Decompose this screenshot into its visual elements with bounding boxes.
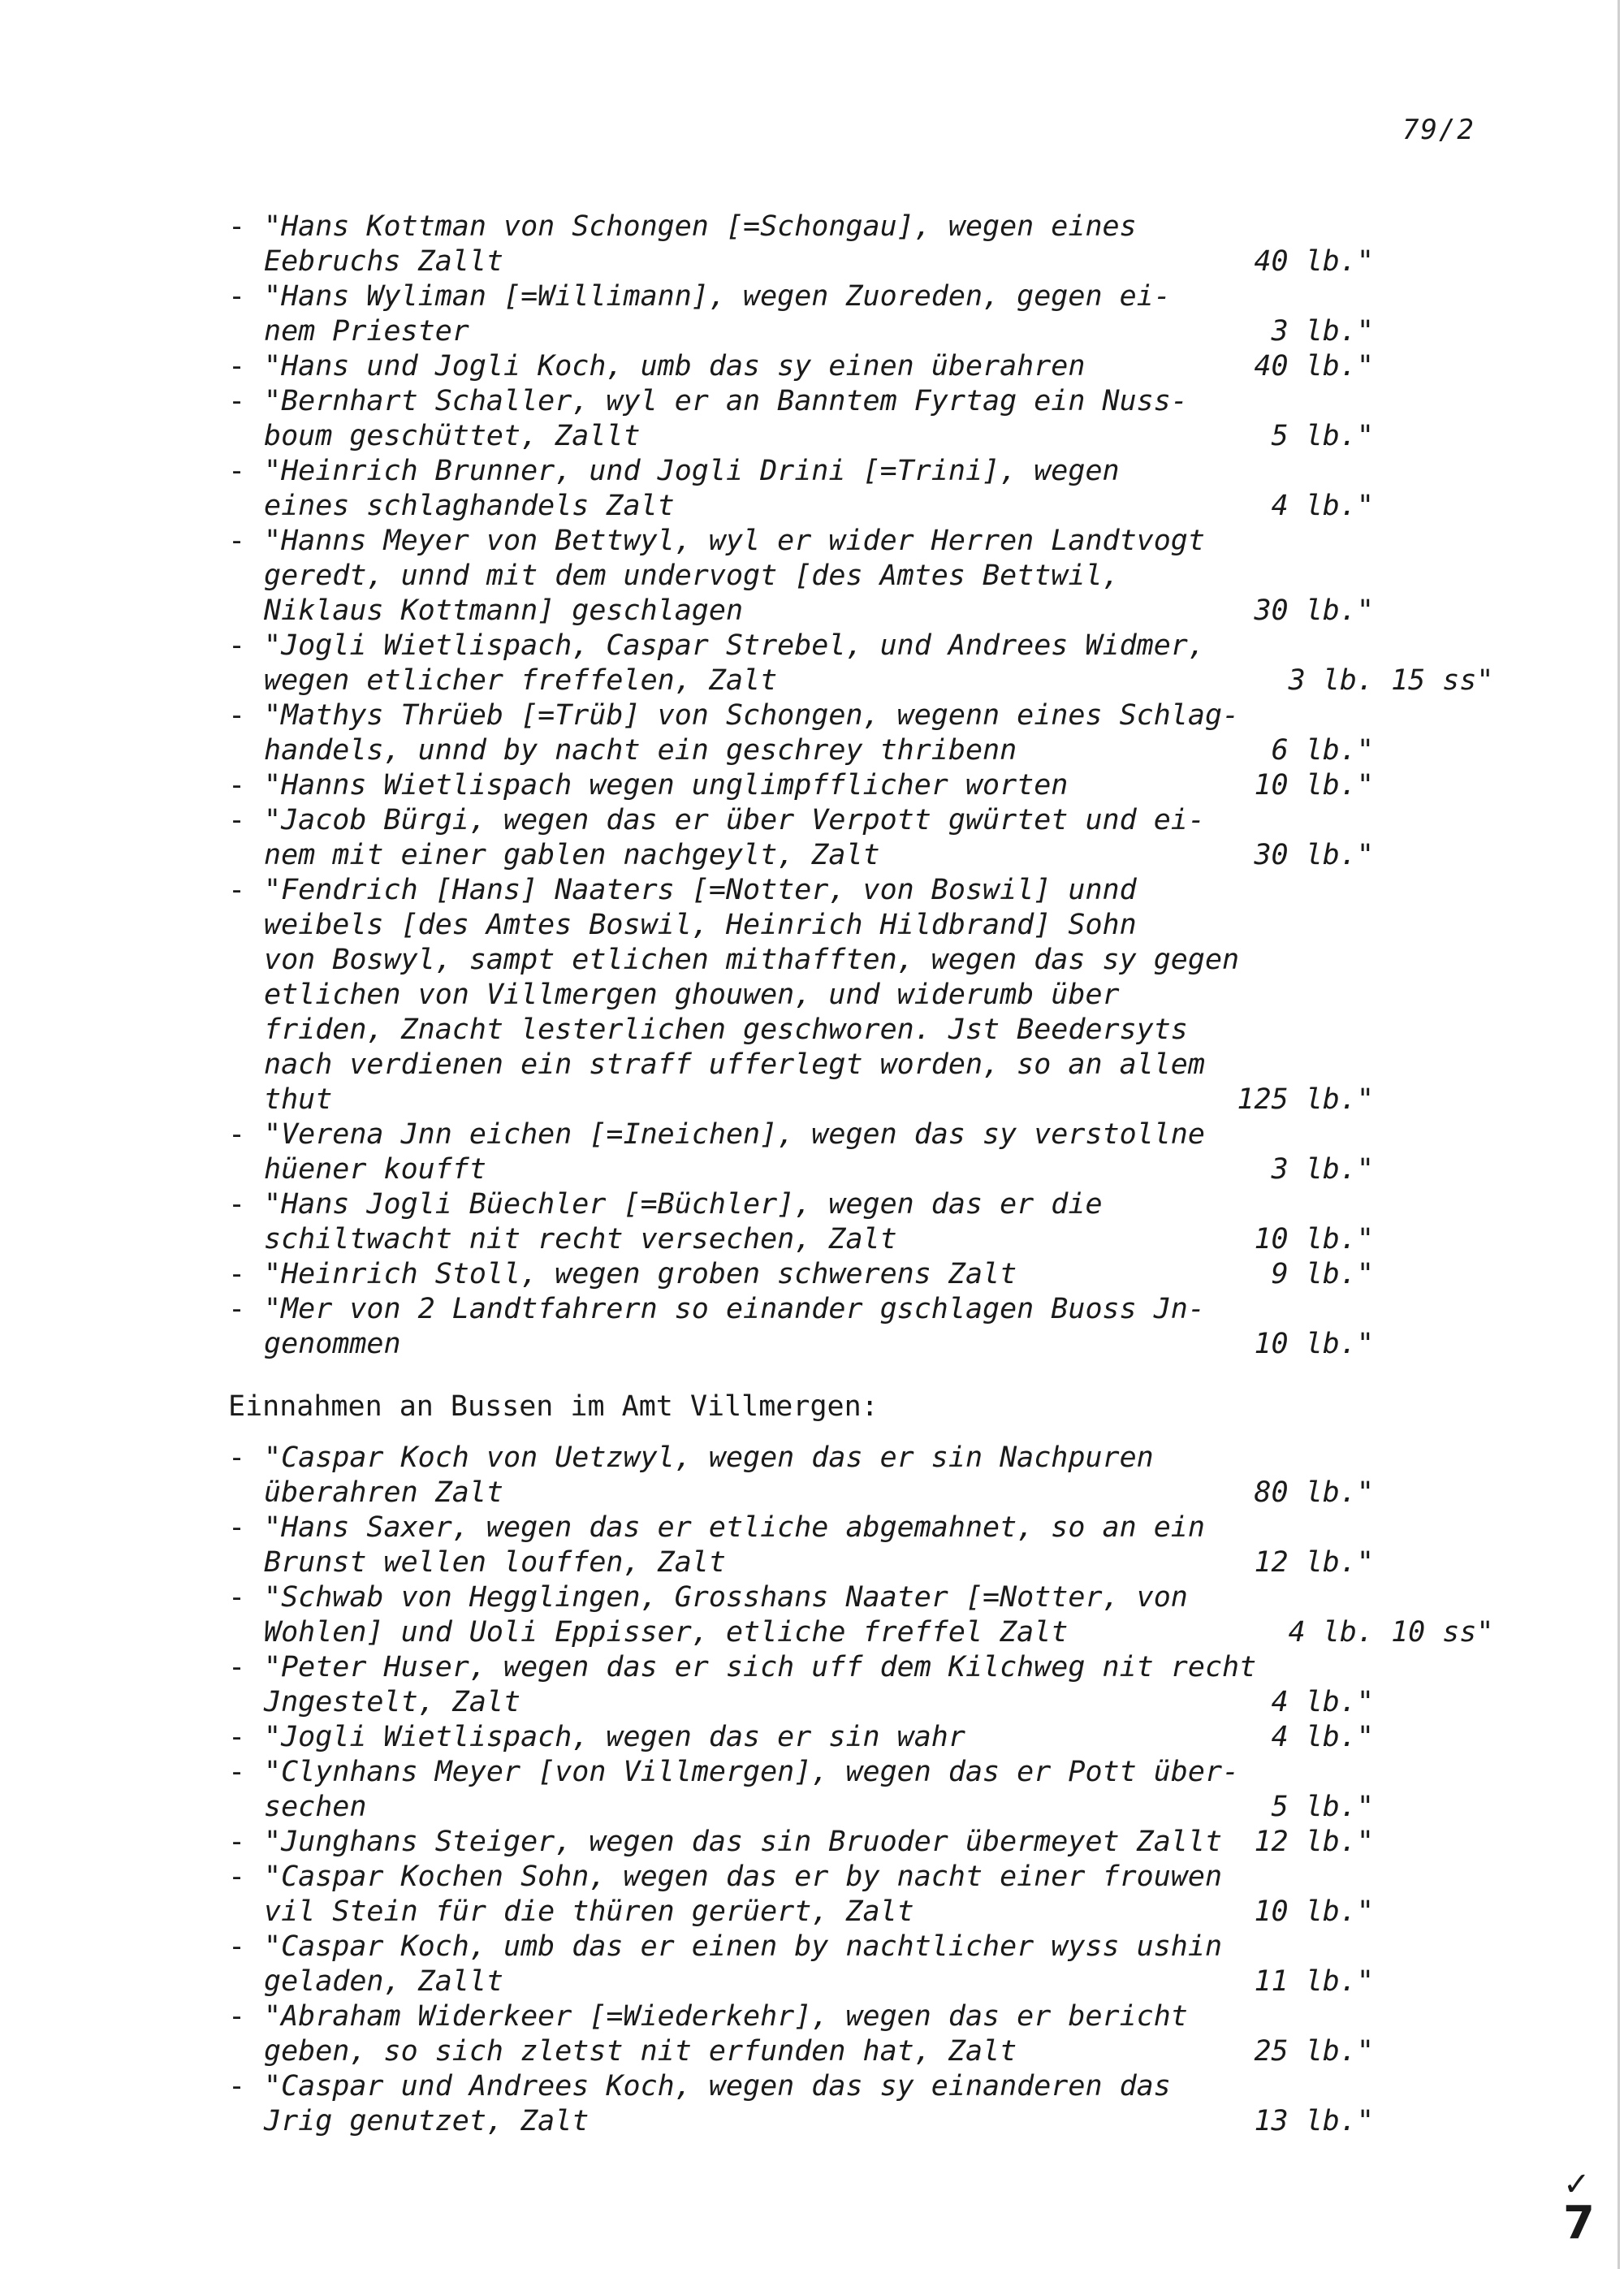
entry-line xyxy=(0,2034,1624,2069)
fine-amount: 4 lb." xyxy=(1271,490,1374,522)
list-bullet: - xyxy=(228,1511,246,1544)
entry-text: "Junghans Steiger, wegen das sin Bruoder übermeyet Zallt xyxy=(264,1826,1223,1858)
entry-line xyxy=(0,1860,1624,1895)
fine-amount: 10 lb." xyxy=(1254,769,1374,802)
fine-amount: 6 lb." xyxy=(1271,734,1374,767)
fine-amount: 4 lb. xyxy=(1288,1616,1374,1649)
entry-text: von Boswyl, sampt etlichen mithafften, wegen das sy gegen xyxy=(264,944,1240,976)
section-heading-villmergen: Einnahmen an Bussen im Amt Villmergen: xyxy=(228,1390,879,1423)
entry-line xyxy=(0,943,1624,978)
entry-text: genommen xyxy=(264,1328,401,1360)
list-bullet: - xyxy=(228,1651,246,1683)
entry-text: "Hans Saxer, wegen das er etliche abgemahnet, so an ein xyxy=(264,1511,1205,1544)
entry-line xyxy=(0,873,1624,908)
entry-text: friden, Znacht lesterlichen geschworen. Jst Beedersyts xyxy=(264,1013,1188,1046)
entry-line xyxy=(0,594,1624,629)
entry-text: schiltwacht nit recht versechen, Zalt xyxy=(264,1223,897,1256)
list-bullet: - xyxy=(228,1293,246,1325)
fine-amount: 40 lb." xyxy=(1254,350,1374,382)
entry-text: "Peter Huser, wegen das er sich uff dem Kilchweg nit recht xyxy=(264,1651,1257,1683)
entry-text: "Mer von 2 Landtfahrern so einander gschlagen Buoss Jn- xyxy=(264,1293,1205,1325)
entry-text: etlichen von Villmergen ghouwen, und widerumb über xyxy=(264,979,1120,1011)
entry-text: "Hans Jogli Büechler [=Büchler], wegen das er die xyxy=(264,1188,1103,1221)
entry-line xyxy=(0,1720,1624,1755)
entry-line xyxy=(0,1895,1624,1930)
entry-line xyxy=(0,1048,1624,1083)
fine-amount: 5 lb." xyxy=(1271,420,1374,452)
fine-amount: 9 lb." xyxy=(1271,1258,1374,1290)
entry-text: "Hans Kottman von Schongen [=Schongau], wegen eines xyxy=(264,210,1137,243)
entry-line xyxy=(0,838,1624,873)
entry-line xyxy=(0,559,1624,594)
entry-line xyxy=(0,1222,1624,1257)
entry-line xyxy=(0,663,1624,698)
entry-line xyxy=(0,1964,1624,1999)
entry-text: Jrig genutzet, Zalt xyxy=(264,2105,590,2137)
entry-text: "Caspar Koch von Uetzwyl, wegen das er sin Nachpuren xyxy=(264,1441,1154,1474)
entry-line xyxy=(0,1930,1624,1964)
entry-line xyxy=(0,1117,1624,1152)
entry-text: "Clynhans Meyer [von Villmergen], wegen das er Pott über- xyxy=(264,1756,1240,1788)
entry-line xyxy=(0,1187,1624,1222)
entry-text: "Jogli Wietlispach, Caspar Strebel, und Andrees Widmer, xyxy=(264,629,1205,662)
entry-text: nem Priester xyxy=(264,315,469,348)
entry-text: "Heinrich Brunner, und Jogli Drini [=Trini], wegen xyxy=(264,455,1120,487)
entry-line xyxy=(0,279,1624,314)
fine-amount: 25 lb." xyxy=(1254,2035,1374,2068)
entry-line xyxy=(0,1327,1624,1362)
entry-line xyxy=(0,1152,1624,1187)
list-bullet: - xyxy=(228,1581,246,1614)
list-bullet: - xyxy=(228,1756,246,1788)
entry-text: Niklaus Kottmann] geschlagen xyxy=(264,594,744,627)
entry-text: handels, unnd by nacht ein geschrey thribenn xyxy=(264,734,1017,767)
entry-line xyxy=(0,1755,1624,1790)
entry-text: nach verdienen ein straff ufferlegt worden, so an allem xyxy=(264,1048,1205,1081)
entry-line xyxy=(0,384,1624,419)
entry-line xyxy=(0,489,1624,524)
entry-text: geben, so sich zletst nit erfunden hat, Zalt xyxy=(264,2035,1017,2068)
entry-text: "Jogli Wietlispach, wegen das er sin wahr xyxy=(264,1721,965,1753)
entry-line xyxy=(0,454,1624,489)
entry-text: boum geschüttet, Zallt xyxy=(264,420,641,452)
entry-line xyxy=(0,698,1624,733)
list-bullet: - xyxy=(228,874,246,906)
entry-line xyxy=(0,1013,1624,1048)
entry-text: "Hanns Wietlispach wegen unglimpfflicher worten xyxy=(264,769,1069,802)
list-bullet: - xyxy=(228,455,246,487)
entry-line xyxy=(0,1441,1624,1476)
fine-amount: 3 lb." xyxy=(1271,315,1374,348)
entry-text: "Caspar Kochen Sohn, wegen das er by nacht einer frouwen xyxy=(264,1861,1223,1893)
fine-amount: 125 lb." xyxy=(1237,1083,1374,1116)
entry-text: vil Stein für die thüren gerüert, Zalt xyxy=(264,1895,914,1928)
page-number: 79/2 xyxy=(1402,114,1475,146)
fine-amount: 10 lb." xyxy=(1254,1895,1374,1928)
fine-amount: 80 lb." xyxy=(1254,1476,1374,1509)
entry-text: Brunst wellen louffen, Zalt xyxy=(264,1546,726,1579)
entry-text: "Jacob Bürgi, wegen das er über Verpott gwürtet und ei- xyxy=(264,804,1205,836)
list-bullet: - xyxy=(228,350,246,382)
entry-text: "Heinrich Stoll, wegen groben schwerens Zalt xyxy=(264,1258,1017,1290)
fine-amount: 12 lb." xyxy=(1254,1546,1374,1579)
list-bullet: - xyxy=(228,629,246,662)
entry-line xyxy=(0,1685,1624,1720)
entry-line xyxy=(0,1999,1624,2034)
entry-text: wegen etlicher freffelen, Zalt xyxy=(264,664,778,697)
entry-line xyxy=(0,1545,1624,1580)
entry-text: geredt, unnd mit dem undervogt [des Amtes Bettwil, xyxy=(264,560,1120,592)
fine-shillings: 10 ss" xyxy=(1374,1616,1494,1649)
list-bullet: - xyxy=(228,210,246,243)
fine-amount: 13 lb." xyxy=(1254,2105,1374,2137)
entry-text: Eebruchs Zallt xyxy=(264,245,504,278)
entry-line xyxy=(0,629,1624,663)
entry-text: Wohlen] und Uoli Eppisser, etliche freffel Zalt xyxy=(264,1616,1069,1649)
fine-amount: 30 lb." xyxy=(1254,594,1374,627)
entry-line xyxy=(0,349,1624,384)
entry-line xyxy=(0,1615,1624,1650)
entry-line xyxy=(0,1580,1624,1615)
fine-amount: 3 lb. xyxy=(1288,664,1374,697)
list-bullet: - xyxy=(228,1118,246,1151)
entry-text: thut xyxy=(264,1083,333,1116)
list-bullet: - xyxy=(228,2070,246,2103)
list-bullet: - xyxy=(228,1861,246,1893)
entry-text: sechen xyxy=(264,1791,367,1823)
entry-line xyxy=(0,908,1624,943)
entry-text: "Bernhart Schaller, wyl er an Banntem Fyrtag ein Nuss- xyxy=(264,385,1188,417)
entry-line xyxy=(0,768,1624,803)
fine-amount: 30 lb." xyxy=(1254,839,1374,871)
list-bullet: - xyxy=(228,1930,246,1963)
fine-amount: 4 lb." xyxy=(1271,1686,1374,1718)
entry-line xyxy=(0,2069,1624,2104)
list-bullet: - xyxy=(228,280,246,313)
entry-line xyxy=(0,2104,1624,2139)
entry-text: eines schlaghandels Zalt xyxy=(264,490,675,522)
entry-line xyxy=(0,733,1624,768)
list-bullet: - xyxy=(228,525,246,557)
entry-line xyxy=(0,1790,1624,1825)
entry-text: "Fendrich [Hans] Naaters [=Notter, von Boswil] unnd xyxy=(264,874,1137,906)
entry-text: "Hans und Jogli Koch, umb das sy einen überahren xyxy=(264,350,1086,382)
list-bullet: - xyxy=(228,1258,246,1290)
fine-amount: 5 lb." xyxy=(1271,1791,1374,1823)
list-bullet: - xyxy=(228,1721,246,1753)
entry-text: "Mathys Thrüeb [=Trüb] von Schongen, wegenn eines Schlag- xyxy=(264,699,1240,732)
entry-text: hüener koufft xyxy=(264,1153,486,1186)
entry-text: "Caspar und Andrees Koch, wegen das sy einanderen das xyxy=(264,2070,1171,2103)
entry-text: nem mit einer gablen nachgeylt, Zalt xyxy=(264,839,880,871)
fine-amount: 11 lb." xyxy=(1254,1965,1374,1998)
fine-amount: 3 lb." xyxy=(1271,1153,1374,1186)
fine-amount: 4 lb." xyxy=(1271,1721,1374,1753)
list-bullet: - xyxy=(228,2000,246,2033)
fine-amount: 40 lb." xyxy=(1254,245,1374,278)
fine-shillings: 15 ss" xyxy=(1374,664,1494,697)
entry-text: Jngestelt, Zalt xyxy=(264,1686,521,1718)
list-bullet: - xyxy=(228,699,246,732)
entry-text: "Hanns Meyer von Bettwyl, wyl er wider Herren Landtvogt xyxy=(264,525,1205,557)
entry-line xyxy=(0,803,1624,838)
list-bullet: - xyxy=(228,385,246,417)
fine-amount: 10 lb." xyxy=(1254,1328,1374,1360)
entry-text: "Hans Wyliman [=Willimann], wegen Zuoreden, gegen ei- xyxy=(264,280,1171,313)
entry-line xyxy=(0,978,1624,1013)
entry-line xyxy=(0,314,1624,349)
entry-line xyxy=(0,1825,1624,1860)
entry-text: überahren Zalt xyxy=(264,1476,504,1509)
list-bullet: - xyxy=(228,1826,246,1858)
entry-line xyxy=(0,1083,1624,1117)
list-bullet: - xyxy=(228,769,246,802)
fine-amount: 10 lb." xyxy=(1254,1223,1374,1256)
entry-text: "Abraham Widerkeer [=Wiederkehr], wegen das er bericht xyxy=(264,2000,1188,2033)
entry-line xyxy=(0,1476,1624,1511)
margin-number: 7 xyxy=(1563,2197,1595,2250)
entry-text: "Caspar Koch, umb das er einen by nachtlicher wyss ushin xyxy=(264,1930,1223,1963)
entry-line xyxy=(0,1511,1624,1545)
check-mark: ✓ xyxy=(1563,2166,1591,2203)
list-bullet: - xyxy=(228,1188,246,1221)
entry-text: "Verena Jnn eichen [=Ineichen], wegen das sy verstollne xyxy=(264,1118,1205,1151)
entry-line xyxy=(0,524,1624,559)
entry-text: weibels [des Amtes Boswil, Heinrich Hildbrand] Sohn xyxy=(264,909,1137,941)
entry-line xyxy=(0,1650,1624,1685)
entry-line xyxy=(0,1257,1624,1292)
entry-text: geladen, Zallt xyxy=(264,1965,504,1998)
entry-text: "Schwab von Hegglingen, Grosshans Naater [=Notter, von xyxy=(264,1581,1188,1614)
entry-line xyxy=(0,419,1624,454)
list-bullet: - xyxy=(228,1441,246,1474)
entry-line xyxy=(0,1292,1624,1327)
list-bullet: - xyxy=(228,804,246,836)
fine-amount: 12 lb." xyxy=(1254,1826,1374,1858)
entry-line xyxy=(0,210,1624,244)
entry-line xyxy=(0,244,1624,279)
